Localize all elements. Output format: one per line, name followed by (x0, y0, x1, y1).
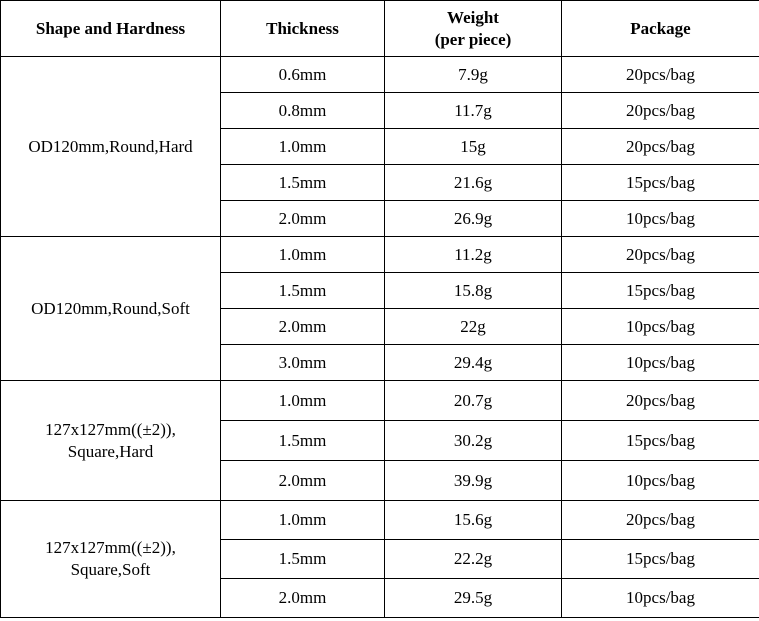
shape-line2: Square,Soft (70, 560, 151, 579)
thickness-cell: 2.0mm (221, 579, 385, 618)
thickness-cell: 2.0mm (221, 461, 385, 501)
table-row (1, 57, 759, 93)
thickness-cell: 1.5mm (221, 540, 385, 579)
shape-line1: 127x127mm((±2)), (45, 538, 176, 558)
thickness-cell: 3.0mm (221, 345, 385, 381)
header-thickness: Thickness (221, 1, 385, 57)
shape-cell (1, 57, 221, 237)
header-package: Package (562, 1, 759, 57)
table-row (1, 237, 759, 273)
shape-line1: OD120mm,Round,Hard (28, 136, 193, 156)
package-cell: 20pcs/bag (562, 501, 759, 540)
weight-cell: 21.6g (385, 165, 562, 201)
thickness-cell: 2.0mm (221, 201, 385, 237)
shape-line2: Square,Hard (67, 441, 154, 461)
table-row (1, 501, 759, 540)
package-cell: 20pcs/bag (562, 57, 759, 93)
package-cell: 20pcs/bag (562, 93, 759, 129)
weight-cell: 15.8g (385, 273, 562, 309)
weight-cell: 7.9g (385, 57, 562, 93)
weight-cell: 26.9g (385, 201, 562, 237)
weight-cell: 22.2g (385, 540, 562, 579)
header-weight (385, 1, 562, 57)
header-row (1, 1, 759, 57)
weight-cell: 11.2g (385, 237, 562, 273)
header-shape: Shape and Hardness (1, 1, 221, 57)
package-cell: 15pcs/bag (562, 421, 759, 461)
thickness-cell: 2.0mm (221, 309, 385, 345)
weight-cell: 29.4g (385, 345, 562, 381)
weight-cell: 11.7g (385, 93, 562, 129)
package-cell: 15pcs/bag (562, 540, 759, 579)
package-cell: 10pcs/bag (562, 309, 759, 345)
package-cell: 15pcs/bag (562, 165, 759, 201)
thickness-cell: 0.8mm (221, 93, 385, 129)
header-weight-line2: (per piece) (434, 29, 512, 49)
shape-line1: 127x127mm((±2)), (45, 419, 176, 439)
thickness-cell: 0.6mm (221, 57, 385, 93)
weight-cell: 20.7g (385, 381, 562, 421)
package-cell: 10pcs/bag (562, 345, 759, 381)
weight-cell: 22g (385, 309, 562, 345)
weight-cell: 39.9g (385, 461, 562, 501)
thickness-cell: 1.0mm (221, 501, 385, 540)
weight-cell: 15.6g (385, 501, 562, 540)
thickness-cell: 1.0mm (221, 237, 385, 273)
table-row (1, 381, 759, 421)
thickness-cell: 1.5mm (221, 421, 385, 461)
thickness-cell: 1.5mm (221, 165, 385, 201)
header-weight-line1: Weight (447, 7, 499, 27)
package-cell: 10pcs/bag (562, 461, 759, 501)
weight-cell: 29.5g (385, 579, 562, 618)
weight-cell: 30.2g (385, 421, 562, 461)
thickness-cell: 1.0mm (221, 129, 385, 165)
thickness-cell: 1.0mm (221, 381, 385, 421)
package-cell: 15pcs/bag (562, 273, 759, 309)
package-cell: 10pcs/bag (562, 201, 759, 237)
thickness-cell: 1.5mm (221, 273, 385, 309)
shape-cell (1, 381, 221, 501)
shape-cell (1, 237, 221, 381)
package-cell: 10pcs/bag (562, 579, 759, 618)
shape-cell (1, 501, 221, 618)
weight-cell: 15g (385, 129, 562, 165)
package-cell: 20pcs/bag (562, 237, 759, 273)
shape-line1: OD120mm,Round,Soft (31, 298, 190, 318)
package-cell: 20pcs/bag (562, 381, 759, 421)
package-cell: 20pcs/bag (562, 129, 759, 165)
